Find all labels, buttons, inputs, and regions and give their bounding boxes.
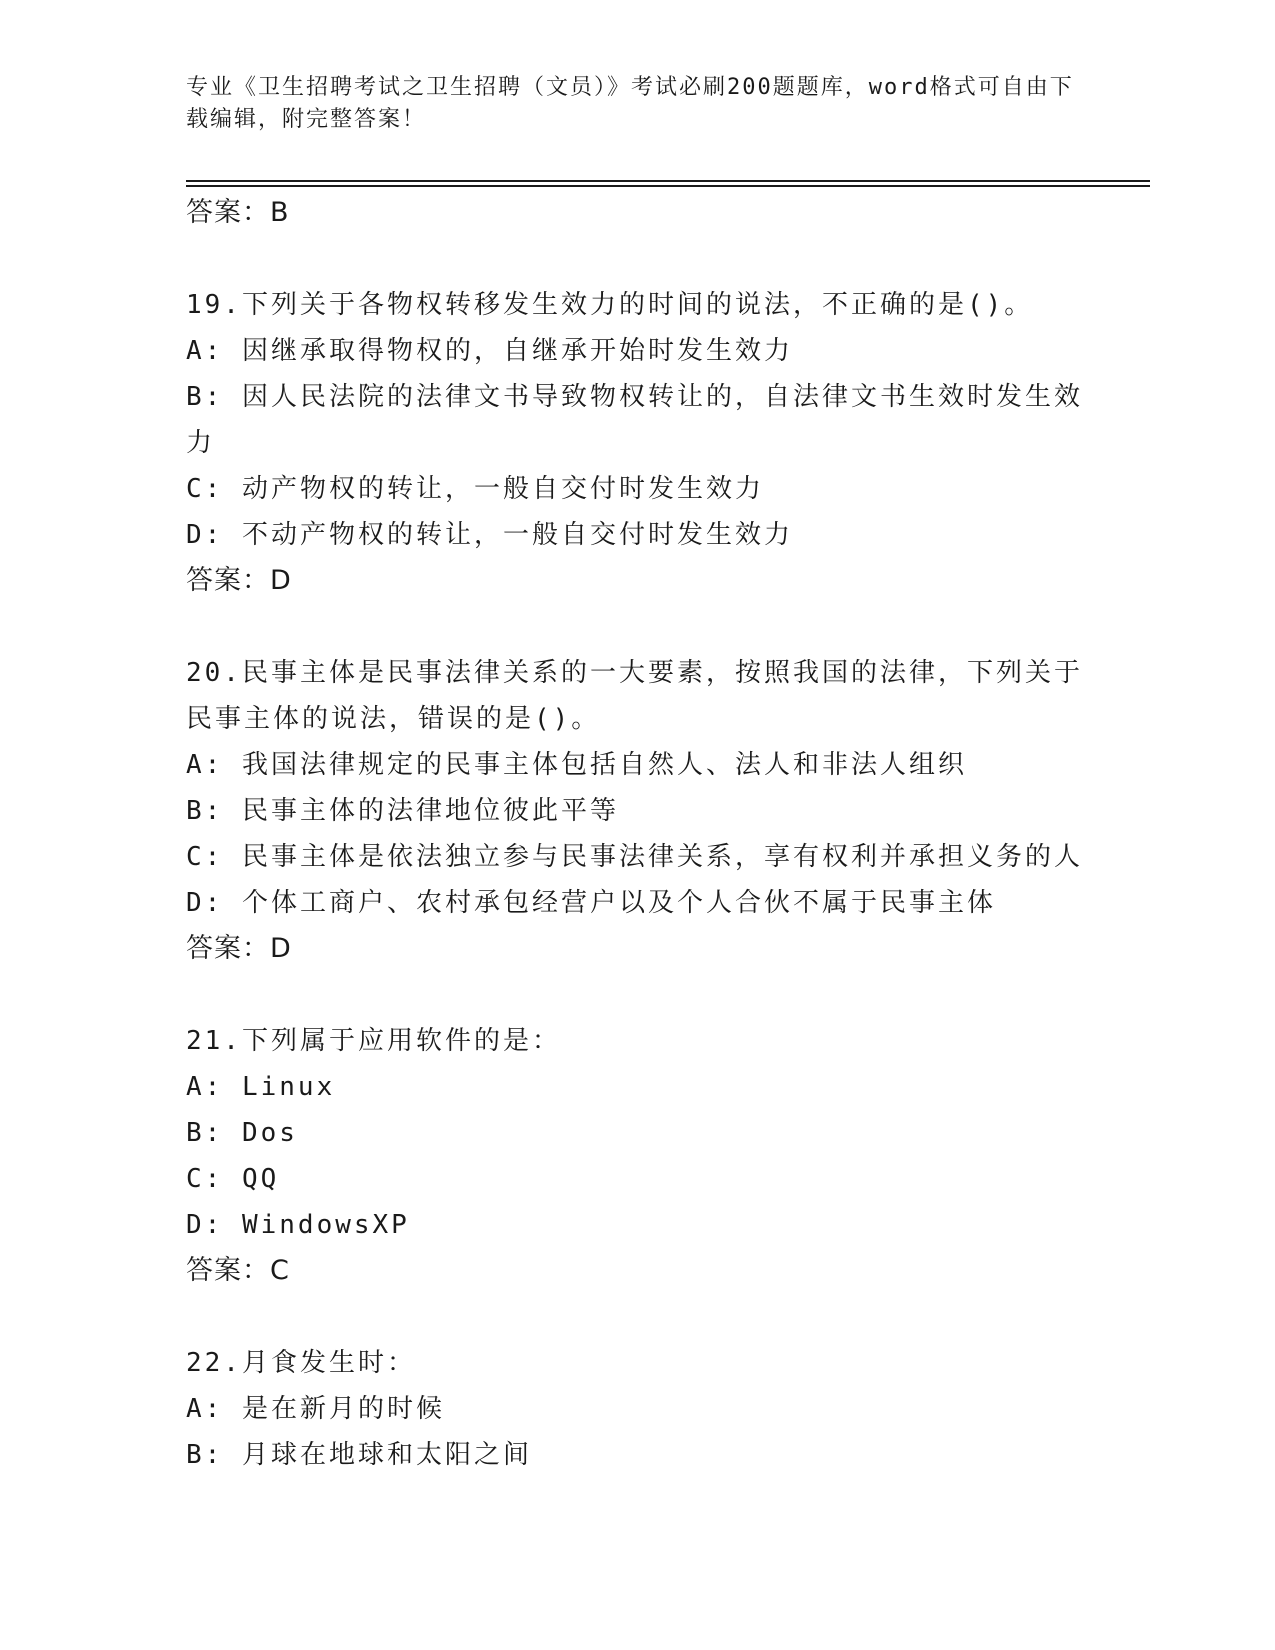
option-22-a: A: 是在新月的时候 <box>186 1394 445 1424</box>
header-rule-top <box>186 180 1150 182</box>
question-stem-22: 22.月食发生时： <box>186 1348 416 1378</box>
answer-18: 答案：B <box>186 197 290 228</box>
question-stem-21: 21.下列属于应用软件的是： <box>186 1026 561 1056</box>
answer-20: 答案：D <box>186 933 292 964</box>
option-20-b: B: 民事主体的法律地位彼此平等 <box>186 796 619 826</box>
option-21-a: A: Linux <box>186 1072 336 1102</box>
question-stem-19: 19.下列关于各物权转移发生效力的时间的说法，不正确的是()。 <box>186 290 1034 320</box>
option-22-b: B: 月球在地球和太阳之间 <box>186 1440 532 1470</box>
option-21-b: B: Dos <box>186 1118 298 1148</box>
option-20-a: A: 我国法律规定的民事主体包括自然人、法人和非法人组织 <box>186 750 967 780</box>
page-header: 专业《卫生招聘考试之卫生招聘（文员）》考试必刷200题题库，word格式可自由下载编辑，附完整答案！ <box>186 75 1074 132</box>
option-20-c: C: 民事主体是依法独立参与民事法律关系，享有权利并承担义务的人 <box>186 842 1083 872</box>
answer-19: 答案：D <box>186 565 292 596</box>
option-19-d: D: 不动产物权的转让，一般自交付时发生效力 <box>186 520 793 550</box>
question-content <box>186 190 1106 1478</box>
option-21-d: D: WindowsXP <box>186 1210 410 1240</box>
header-rule-bottom <box>186 185 1150 187</box>
option-20-d: D: 个体工商户、农村承包经营户以及个人合伙不属于民事主体 <box>186 888 996 918</box>
answer-21: 答案：C <box>186 1255 290 1286</box>
option-19-c: C: 动产物权的转让，一般自交付时发生效力 <box>186 474 764 504</box>
option-21-c: C: QQ <box>186 1164 280 1194</box>
question-stem-20: 20.民事主体是民事法律关系的一大要素，按照我国的法律，下列关于民事主体的说法，错误的是()。 <box>186 658 1083 734</box>
option-19-b: B: 因人民法院的法律文书导致物权转让的，自法律文书生效时发生效力 <box>186 382 1083 458</box>
option-19-a: A: 因继承取得物权的，自继承开始时发生效力 <box>186 336 793 366</box>
